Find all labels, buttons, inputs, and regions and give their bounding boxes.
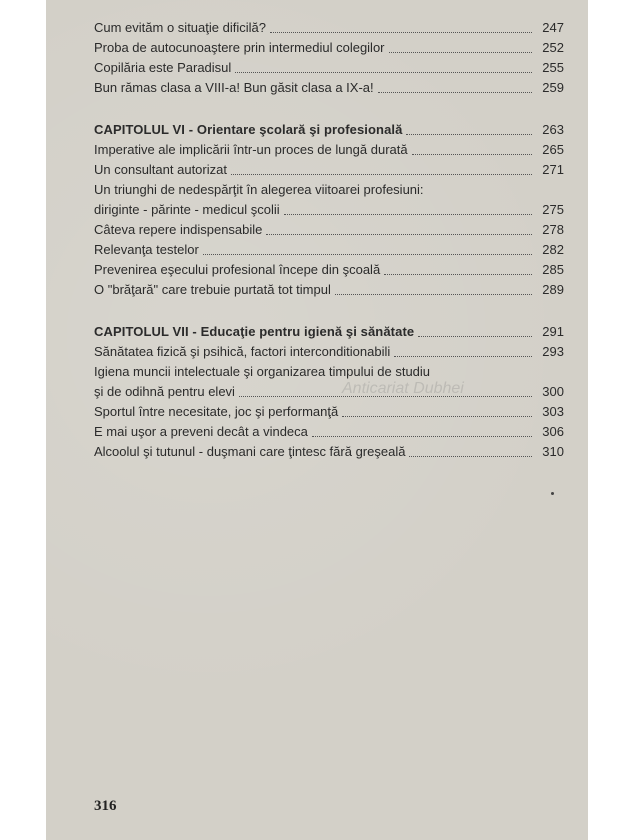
entry-title-line1: Igiena muncii intelectuale şi organizarea timpului de studiu [94, 364, 431, 379]
entry-title: Prevenirea eşecului profesional începe din şcoală [94, 262, 381, 277]
leader-dots [412, 153, 532, 155]
entry-page: 265 [542, 142, 564, 157]
toc-entry [94, 260, 564, 280]
toc-entry [94, 18, 564, 38]
chapter-title [94, 120, 402, 140]
toc-entry [94, 78, 564, 98]
entry-page: 259 [542, 80, 564, 95]
entry-title: Sănătatea fizică şi psihică, factori interconditionabili [94, 344, 391, 359]
leader-dots [384, 273, 532, 275]
entry-title: Alcoolul şi tutunul - duşmani care ţintesc fără greşeală [94, 444, 406, 459]
leader-dots [231, 173, 532, 175]
entry-page: 278 [542, 222, 564, 237]
toc-entry-multiline [94, 362, 564, 402]
entry-page: 306 [542, 424, 564, 439]
entry-page: 271 [542, 162, 564, 177]
entry-title: Un consultant autorizat [94, 162, 227, 177]
toc-entry [94, 280, 564, 300]
entry-page: 255 [542, 60, 564, 75]
entry-page: 303 [542, 404, 564, 419]
entry-title: Sportul între necesitate, joc şi performanţă [94, 404, 339, 419]
entry-title: O "brăţară" care trebuie purtată tot timpul [94, 282, 331, 297]
entry-page: 282 [542, 242, 564, 257]
entry-title-line2: diriginte - părinte - medicul şcolii [94, 202, 280, 217]
leader-dots [335, 293, 532, 295]
leader-dots [203, 253, 532, 255]
entry-title-line2: şi de odihnă pentru elevi [94, 384, 235, 399]
entry-title: Câteva repere indispensabile [94, 222, 263, 237]
leader-dots [418, 335, 532, 337]
chapter-label: CAPITOLUL VII [94, 324, 189, 339]
entry-page: 293 [542, 344, 564, 359]
entry-page: 310 [542, 444, 564, 459]
entry-title: E mai uşor a preveni decât a vindeca [94, 424, 308, 439]
entry-title: Bun rămas clasa a VIII-a! Bun găsit clasa a IX-a! [94, 80, 374, 95]
entry-title: Copilăria este Paradisul [94, 60, 232, 75]
chapter-heading [94, 120, 564, 140]
entry-page: 285 [542, 262, 564, 277]
entry-title: Relevanţa testelor [94, 242, 199, 257]
leader-dots [266, 233, 532, 235]
toc-entry [94, 342, 564, 362]
toc-entry-multiline [94, 180, 564, 220]
chapter-subtitle: - Educaţie pentru igienă şi sănătate [188, 324, 415, 339]
toc-entry [94, 240, 564, 260]
toc-entry [94, 220, 564, 240]
entry-title: Proba de autocunoaştere prin intermediul colegilor [94, 40, 385, 55]
book-page [46, 0, 588, 840]
leader-dots [378, 91, 532, 93]
leader-dots [389, 51, 532, 53]
leader-dots [284, 213, 532, 215]
toc-entry [94, 38, 564, 58]
chapter-subtitle: - Orientare şcolară şi profesională [185, 122, 403, 137]
toc-entry [94, 58, 564, 78]
entry-page: 300 [542, 384, 564, 399]
toc-entry [94, 422, 564, 442]
leader-dots [312, 435, 532, 437]
leader-dots [270, 31, 532, 33]
chapter-page: 263 [542, 122, 564, 137]
entry-page: 289 [542, 282, 564, 297]
leader-dots [394, 355, 532, 357]
paper-speck [551, 492, 554, 495]
toc-entry [94, 442, 564, 462]
toc-entry [94, 140, 564, 160]
entry-title: Imperative ale implicării într-un proces de lungă durată [94, 142, 408, 157]
toc-entry [94, 160, 564, 180]
entry-page: 275 [542, 202, 564, 217]
chapter-title [94, 322, 414, 342]
entry-title: Cum evităm o situaţie dificilă? [94, 20, 266, 35]
leader-dots [406, 133, 532, 135]
page-number: 316 [94, 798, 117, 814]
watermark: Anticariat Dubhei [342, 380, 464, 397]
toc-entry [94, 402, 564, 422]
leader-dots [409, 455, 532, 457]
chapter-heading [94, 322, 564, 342]
leader-dots [342, 415, 532, 417]
leader-dots [235, 71, 532, 73]
chapter-page: 291 [542, 324, 564, 339]
entry-page: 252 [542, 40, 564, 55]
table-of-contents [94, 18, 564, 462]
entry-page: 247 [542, 20, 564, 35]
entry-title-line1: Un triunghi de nedespărţit în alegerea viitoarei profesiuni: [94, 182, 424, 197]
chapter-label: CAPITOLUL VI [94, 122, 186, 137]
